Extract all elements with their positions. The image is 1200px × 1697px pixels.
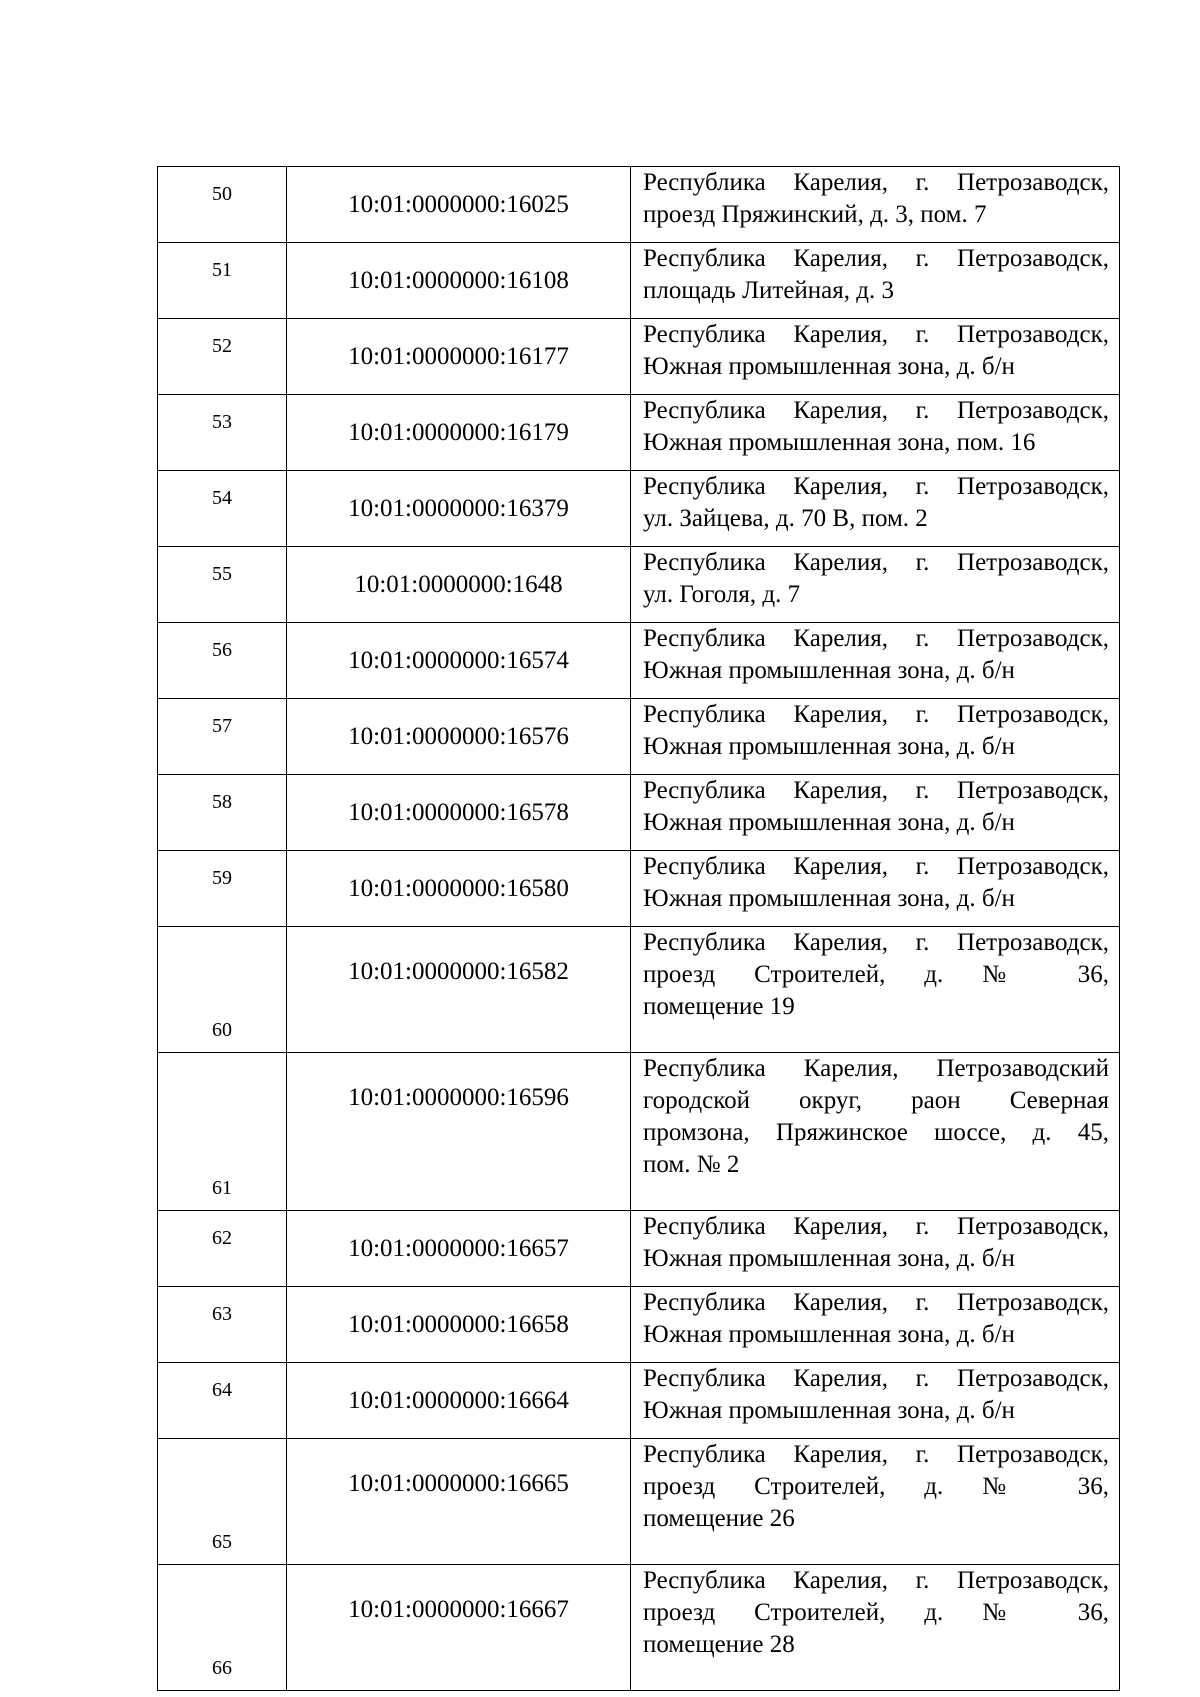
address-line: Республика Карелия, г. Петрозаводск, (643, 1365, 1109, 1392)
row-number: 52 (212, 335, 232, 357)
address-cell (631, 1287, 1120, 1363)
cadastral-number: 10:01:0000000:16580 (348, 874, 569, 902)
address-cell (631, 623, 1120, 699)
address-cell (631, 1053, 1120, 1211)
cadastral-number: 10:01:0000000:1648 (354, 570, 563, 598)
table-row (158, 167, 1120, 243)
row-number-cell (158, 319, 287, 395)
address-cell (631, 243, 1120, 319)
address-line: проезд Строителей, д. № 36, (643, 1599, 1109, 1626)
cadastral-number: 10:01:0000000:16658 (348, 1310, 569, 1338)
row-number-cell (158, 1287, 287, 1363)
address-cell (631, 851, 1120, 927)
row-number: 58 (212, 791, 232, 813)
address-cell (631, 699, 1120, 775)
address-cell (631, 1439, 1120, 1565)
table-row (158, 1363, 1120, 1439)
cadastral-number: 10:01:0000000:16664 (348, 1386, 569, 1414)
address-line: пом. № 2 (643, 1151, 740, 1178)
table-row (158, 1211, 1120, 1287)
cadastral-number-cell (287, 547, 631, 623)
cadastral-number: 10:01:0000000:16657 (348, 1234, 569, 1262)
row-number: 56 (212, 639, 232, 661)
address-line: Республика Карелия, г. Петрозаводск, (643, 625, 1109, 652)
row-number-cell (158, 775, 287, 851)
address-line: городской округ, раон Северная (643, 1087, 1109, 1114)
cadastral-number: 10:01:0000000:16596 (348, 1084, 569, 1111)
table-row (158, 319, 1120, 395)
table-row (158, 1439, 1120, 1565)
address-cell (631, 1565, 1120, 1691)
address-cell (631, 547, 1120, 623)
address-line: Республика Карелия, г. Петрозаводск, (643, 321, 1109, 348)
table-row (158, 243, 1120, 319)
address-line: Республика Карелия, г. Петрозаводск, (643, 1567, 1109, 1594)
row-number-cell (158, 167, 287, 243)
address-line: Республика Карелия, г. Петрозаводск, (643, 549, 1109, 576)
address-line: Южная промышленная зона, пом. 16 (643, 429, 1036, 456)
row-number: 66 (212, 1657, 232, 1679)
cadastral-number: 10:01:0000000:16574 (348, 646, 569, 674)
address-cell (631, 1211, 1120, 1287)
address-line: помещение 26 (643, 1505, 795, 1532)
table-row (158, 547, 1120, 623)
address-line: Республика Карелия, г. Петрозаводск, (643, 1213, 1109, 1240)
table-row (158, 471, 1120, 547)
address-line: Республика Карелия, г. Петрозаводск, (643, 777, 1109, 804)
row-number: 59 (212, 867, 232, 889)
cadastral-number-cell (287, 927, 631, 1053)
row-number: 50 (212, 183, 232, 205)
cadastral-number-cell (287, 1211, 631, 1287)
row-number: 53 (212, 411, 232, 433)
cadastral-number: 10:01:0000000:16665 (348, 1470, 569, 1497)
address-line: Южная промышленная зона, д. б/н (643, 885, 1015, 912)
table-row (158, 623, 1120, 699)
cadastral-number: 10:01:0000000:16177 (348, 342, 569, 370)
cadastral-number-cell (287, 1363, 631, 1439)
cadastral-number-cell (287, 167, 631, 243)
row-number-cell (158, 1439, 287, 1565)
row-number-cell (158, 927, 287, 1053)
address-line: Южная промышленная зона, д. б/н (643, 1397, 1015, 1424)
address-line: Республика Карелия, г. Петрозаводск, (643, 929, 1109, 956)
row-number: 64 (212, 1379, 232, 1401)
row-number: 54 (212, 487, 232, 509)
address-line: Республика Карелия, г. Петрозаводск, (643, 1289, 1109, 1316)
cadastral-number-cell (287, 623, 631, 699)
table-row (158, 1053, 1120, 1211)
cadastral-number-cell (287, 851, 631, 927)
cadastral-number: 10:01:0000000:16179 (348, 418, 569, 446)
table-row (158, 927, 1120, 1053)
cadastral-number: 10:01:0000000:16576 (348, 722, 569, 750)
address-line: Республика Карелия, г. Петрозаводск, (643, 473, 1109, 500)
cadastral-number: 10:01:0000000:16025 (348, 190, 569, 218)
address-line: Южная промышленная зона, д. б/н (643, 1321, 1015, 1348)
cadastral-number-cell (287, 395, 631, 471)
address-line: Республика Карелия, г. Петрозаводск, (643, 1441, 1109, 1468)
address-line: Южная промышленная зона, д. б/н (643, 809, 1015, 836)
row-number: 65 (212, 1531, 232, 1553)
row-number: 57 (212, 715, 232, 737)
address-line: Республика Карелия, г. Петрозаводск, (643, 701, 1109, 728)
cadastral-number-cell (287, 699, 631, 775)
address-line: проезд Строителей, д. № 36, (643, 1473, 1109, 1500)
address-line: Южная промышленная зона, д. б/н (643, 657, 1015, 684)
address-line: Южная промышленная зона, д. б/н (643, 733, 1015, 760)
cadastral-number: 10:01:0000000:16582 (348, 958, 569, 985)
address-cell (631, 395, 1120, 471)
row-number-cell (158, 699, 287, 775)
cadastral-number-cell (287, 1439, 631, 1565)
row-number: 62 (212, 1227, 232, 1249)
cadastral-number-cell (287, 1565, 631, 1691)
row-number-cell (158, 851, 287, 927)
address-line: ул. Гоголя, д. 7 (643, 581, 801, 608)
address-line: Южная промышленная зона, д. б/н (643, 353, 1015, 380)
address-line: ул. Зайцева, д. 70 В, пом. 2 (643, 505, 928, 532)
address-line: Республика Карелия, г. Петрозаводск, (643, 397, 1109, 424)
row-number: 55 (212, 563, 232, 585)
row-number-cell (158, 1363, 287, 1439)
cadastral-number: 10:01:0000000:16108 (348, 266, 569, 294)
cadastral-number-cell (287, 243, 631, 319)
address-line: площадь Литейная, д. 3 (643, 277, 895, 304)
address-line: помещение 19 (643, 993, 795, 1020)
address-line: Республика Карелия, г. Петрозаводск, (643, 245, 1109, 272)
address-cell (631, 471, 1120, 547)
address-line: промзона, Пряжинское шоссе, д. 45, (643, 1119, 1109, 1146)
row-number-cell (158, 1211, 287, 1287)
cadastral-number-cell (287, 471, 631, 547)
table-row (158, 1287, 1120, 1363)
table-row (158, 775, 1120, 851)
table-body (158, 167, 1120, 1691)
address-line: проезд Строителей, д. № 36, (643, 961, 1109, 988)
table-row (158, 1565, 1120, 1691)
address-cell (631, 167, 1120, 243)
cadastral-number: 10:01:0000000:16379 (348, 494, 569, 522)
row-number: 51 (212, 259, 232, 281)
table-row (158, 851, 1120, 927)
row-number-cell (158, 1053, 287, 1211)
row-number-cell (158, 471, 287, 547)
row-number: 61 (212, 1177, 232, 1199)
address-line: помещение 28 (643, 1631, 795, 1658)
address-line: Республика Карелия, Петрозаводский (643, 1055, 1109, 1082)
table-row (158, 395, 1120, 471)
address-cell (631, 319, 1120, 395)
cadastral-number: 10:01:0000000:16667 (348, 1596, 569, 1623)
table-row (158, 699, 1120, 775)
cadastral-number-cell (287, 1287, 631, 1363)
row-number-cell (158, 395, 287, 471)
address-line: Республика Карелия, г. Петрозаводск, (643, 853, 1109, 880)
address-line: проезд Пряжинский, д. 3, пом. 7 (643, 201, 987, 228)
cadastral-number: 10:01:0000000:16578 (348, 798, 569, 826)
cadastral-number-cell (287, 319, 631, 395)
row-number: 60 (212, 1019, 232, 1041)
address-cell (631, 1363, 1120, 1439)
row-number: 63 (212, 1303, 232, 1325)
row-number-cell (158, 1565, 287, 1691)
row-number-cell (158, 243, 287, 319)
cadastral-number-cell (287, 775, 631, 851)
row-number-cell (158, 623, 287, 699)
address-cell (631, 927, 1120, 1053)
address-line: Южная промышленная зона, д. б/н (643, 1245, 1015, 1272)
cadastral-number-cell (287, 1053, 631, 1211)
address-line: Республика Карелия, г. Петрозаводск, (643, 169, 1109, 196)
row-number-cell (158, 547, 287, 623)
address-cell (631, 775, 1120, 851)
property-table (157, 166, 1120, 1691)
